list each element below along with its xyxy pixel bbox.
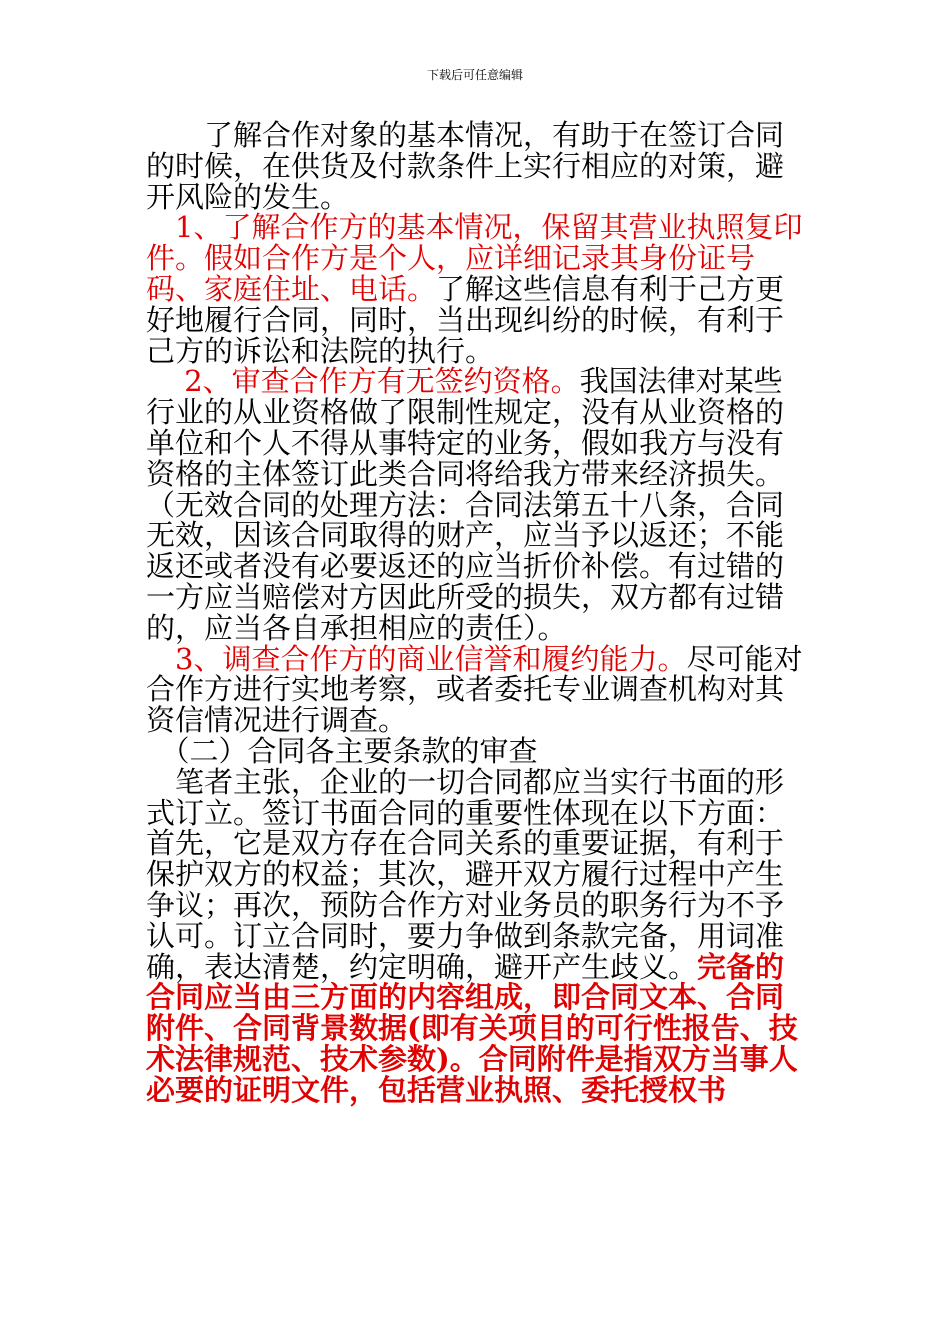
contract-form-emphasis: 完备的合同应当由三方面的内容组成，即合同文本、合同附件、合同背景数据(即有关项目的可行性报告、技术法律规范、技术参数)。合同附件是指双方当事人必要的证明文件，包括营业执照、委托授权书 — [146, 949, 798, 1107]
intro-text: 了解合作对象的基本情况，有助于在签订合同的时候，在供货及付款条件上实行相应的对策，避开风险的发生。 — [146, 118, 785, 214]
item-3-heading: 3、调查合作方的商业信誉和履约能力。 — [146, 641, 687, 676]
paragraph-item-3 — [146, 641, 806, 738]
item-1-body: 了解这些信息有利于己方更好地履行合同，同时，当出现纠纷的时候，有利于己方的诉讼和法院的执行。 — [146, 271, 785, 368]
item-2-body: 我国法律对某些行业的从业资格做了限制性规定，没有从业资格的单位和个人不得从事特定的业务，假如我方与没有资格的主体签订此类合同将给我方带来经济损失。（无效合同的处理方法：合同法第五十八条，合同无效，因该合同取得的财产，应当予以返还；不能返还或者没有必要返还的应当折价补偿。有过错的一方应当赔偿对方因此所受的损失，双方都有过错的，应当各自承担相应的责任）。 — [146, 364, 785, 645]
item-1-heading: 1、了解合作方的基本情况，保留其营业执照复印件。假如合作方是个人，应详细记录其身份证号码、家庭住址、电话。 — [146, 210, 803, 306]
paragraph-contract-form — [146, 764, 806, 1107]
item-2-heading: 2、审查合作方有无签约资格。 — [146, 364, 580, 399]
contract-form-body: 笔者主张，企业的一切合同都应当实行书面的形式订立。签订书面合同的重要性体现在以下方面：首先，它是双方存在合同关系的重要证据，有利于保护双方的权益；其次，避开双方履行过程中产生争议；再次，预防合作方对业务员的职务行为不予认可。订立合同时，要力争做到条款完备，用词准确，表达清楚，约定明确，避开产生歧义。 — [146, 764, 785, 984]
paragraph-item-2 — [146, 366, 806, 643]
paragraph-intro — [146, 120, 806, 212]
section-heading-text: （二）合同各主要条款的审查 — [146, 733, 538, 768]
section-heading — [146, 733, 806, 768]
document-body — [146, 120, 806, 1106]
paragraph-item-1 — [146, 212, 806, 366]
page-header: 下载后可任意编辑 — [426, 68, 523, 82]
item-3-body: 尽可能对合作方进行实地考察，或者委托专业调查机构对其资信情况进行调查。 — [146, 641, 803, 738]
